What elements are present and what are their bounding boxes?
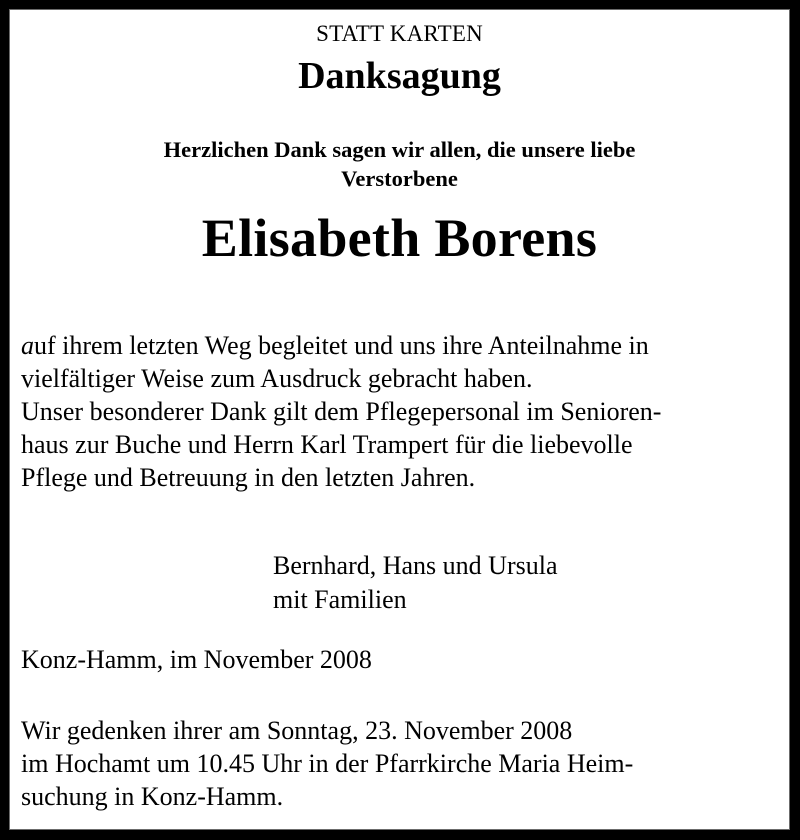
signature-families: mit Familien [273, 585, 407, 614]
body-line-3: Unser besonderer Dank gilt dem Pflegepersonal im Senioren- [21, 397, 662, 426]
memorial-line-1: Wir gedenken ihrer am Sonntag, 23. November 2008 [21, 716, 573, 745]
memorial-line-2: im Hochamt um 10.45 Uhr in der Pfarrkirche Maria Heim- [21, 749, 634, 778]
memorial-line-3: suchung in Konz-Hamm. [21, 782, 284, 811]
intro-line-1: Herzlichen Dank sagen wir allen, die unsere liebe [163, 137, 636, 162]
body-line-2: vielfältiger Weise zum Ausdruck gebracht haben. [21, 364, 533, 393]
deceased-name: Elisabeth Borens [201, 208, 598, 268]
notice-title: Danksagung [298, 55, 501, 97]
place-and-date: Konz-Hamm, im November 2008 [21, 645, 372, 674]
body-line-4: haus zur Buche und Herrn Karl Trampert für die liebevolle [21, 430, 633, 459]
body-line-1-text: uf ihrem letzten Weg begleitet und uns ihre Anteilnahme in [34, 331, 649, 360]
body-line-5: Pflege und Betreuung in den letzten Jahren. [21, 463, 476, 492]
obituary-notice [9, 9, 790, 830]
body-line-1 [21, 331, 649, 361]
body-initial-letter: a [21, 331, 34, 360]
notice-header: STATT KARTEN [316, 21, 483, 46]
intro-line-2: Verstorbene [341, 166, 458, 191]
signature-names: Bernhard, Hans und Ursula [273, 551, 558, 580]
